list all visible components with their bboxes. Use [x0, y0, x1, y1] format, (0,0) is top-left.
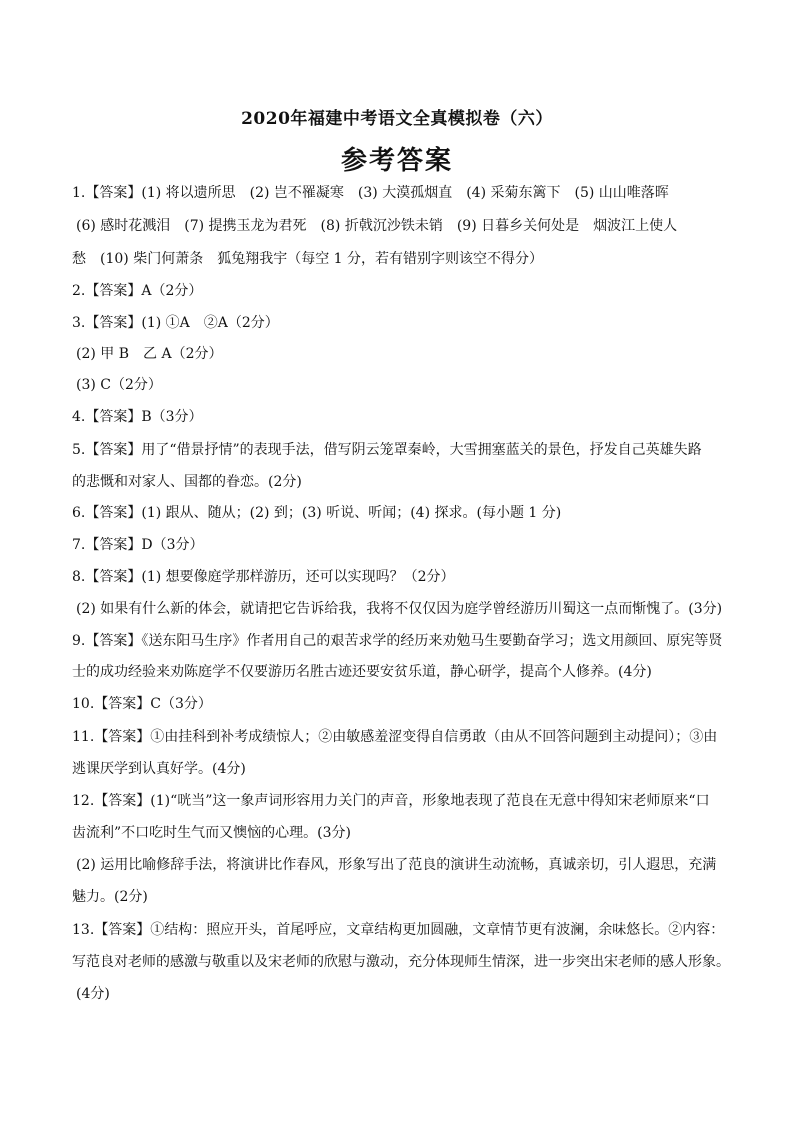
answer-line: 魅力。(2分) [72, 889, 148, 905]
answer-line: 4.【答案】B（3分） [72, 409, 203, 425]
answer-line: (2) 甲 B 乙 A（2分） [76, 346, 223, 362]
answer-line: 齿流利”不口吃时生气而又懊恼的心理。(3分) [72, 825, 351, 841]
answer-line: (2) 运用比喻修辞手法，将演讲比作春风，形象写出了范良的演讲生动流畅，真诚亲切，引人遐思，充满 [76, 857, 717, 873]
answer-line: (2) 如果有什么新的体会，就请把它告诉给我，我将不仅仅因为庭学曾经游历川蜀这一点而惭愧了。(3分) [76, 601, 723, 617]
answer-line: 士的成功经验来劝陈庭学不仅要游历名胜古迹还要安贫乐道，静心研学，提高个人修养。(4分) [72, 664, 652, 680]
answer-line: 7.【答案】D（3分） [72, 537, 204, 553]
answer-line: 5.【答案】用了“借景抒情”的表现手法，借写阴云笼罩秦岭，大雪拥塞蓝关的景色，抒发自己英雄失路 [72, 442, 702, 458]
answer-line: 13.【答案】①结构：照应开头，首尾呼应，文章结构更加圆融，文章情节更有波澜，余味悠长。②内容： [72, 922, 725, 938]
answer-line: 逃课厌学到认真好学。(4分) [72, 761, 246, 777]
answer-line: 3.【答案】(1) ①A ②A（2分） [72, 315, 279, 331]
answer-line: (6) 感时花溅泪 (7) 提携玉龙为君死 (8) 折戟沉沙铁未销 (9) 日暮乡关何处是 烟波江上使人 [76, 218, 678, 234]
document-title: 2020年福建中考语文全真模拟卷（六） [241, 109, 553, 129]
answer-line: 写范良对老师的感激与敬重以及宋老师的欣慰与激动，充分体现师生情深，进一步突出宋老师的感人形象。 [72, 954, 730, 970]
answer-line: 的悲慨和对家人、国都的眷恋。(2分) [72, 474, 302, 490]
answer-line: 10.【答案】C（3分） [72, 696, 212, 712]
answer-line: 11.【答案】①由挂科到补考成绩惊人；②由敏感羞涩变得自信勇敢（由从不回答问题到主动提问）；③由 [72, 729, 718, 745]
answer-line: (3) C（2分） [76, 377, 162, 393]
answer-line: 1.【答案】(1) 将以遗所思 (2) 岂不罹凝寒 (3) 大漠孤烟直 (4) 采菊东篱下 (5) 山山唯落晖 [72, 185, 669, 201]
answer-line: 9.【答案】《送东阳马生序》作者用自己的艰苦求学的经历来劝勉马生要勤奋学习；选文用颜回、原宪等贤 [72, 633, 723, 649]
answer-line: 愁 (10) 柴门何萧条 狐兔翔我宇（每空 1 分，若有错别字则该空不得分） [72, 251, 543, 267]
answer-line: 8.【答案】(1) 想要像庭学那样游历，还可以实现吗？（2分） [72, 569, 455, 585]
answer-line: 2.【答案】A（2分） [72, 283, 203, 299]
answer-line: (4分) [76, 986, 110, 1002]
document-subtitle: 参考答案 [340, 146, 453, 176]
answer-line: 12.【答案】(1)“咣当”这一象声词形容用力关门的声音，形象地表现了范良在无意中得知宋老师原来“口 [72, 793, 710, 809]
answer-line: 6.【答案】(1) 跟从、随从；(2) 到；(3) 听说、听闻；(4) 探求。(每小题 1 分) [72, 505, 562, 521]
